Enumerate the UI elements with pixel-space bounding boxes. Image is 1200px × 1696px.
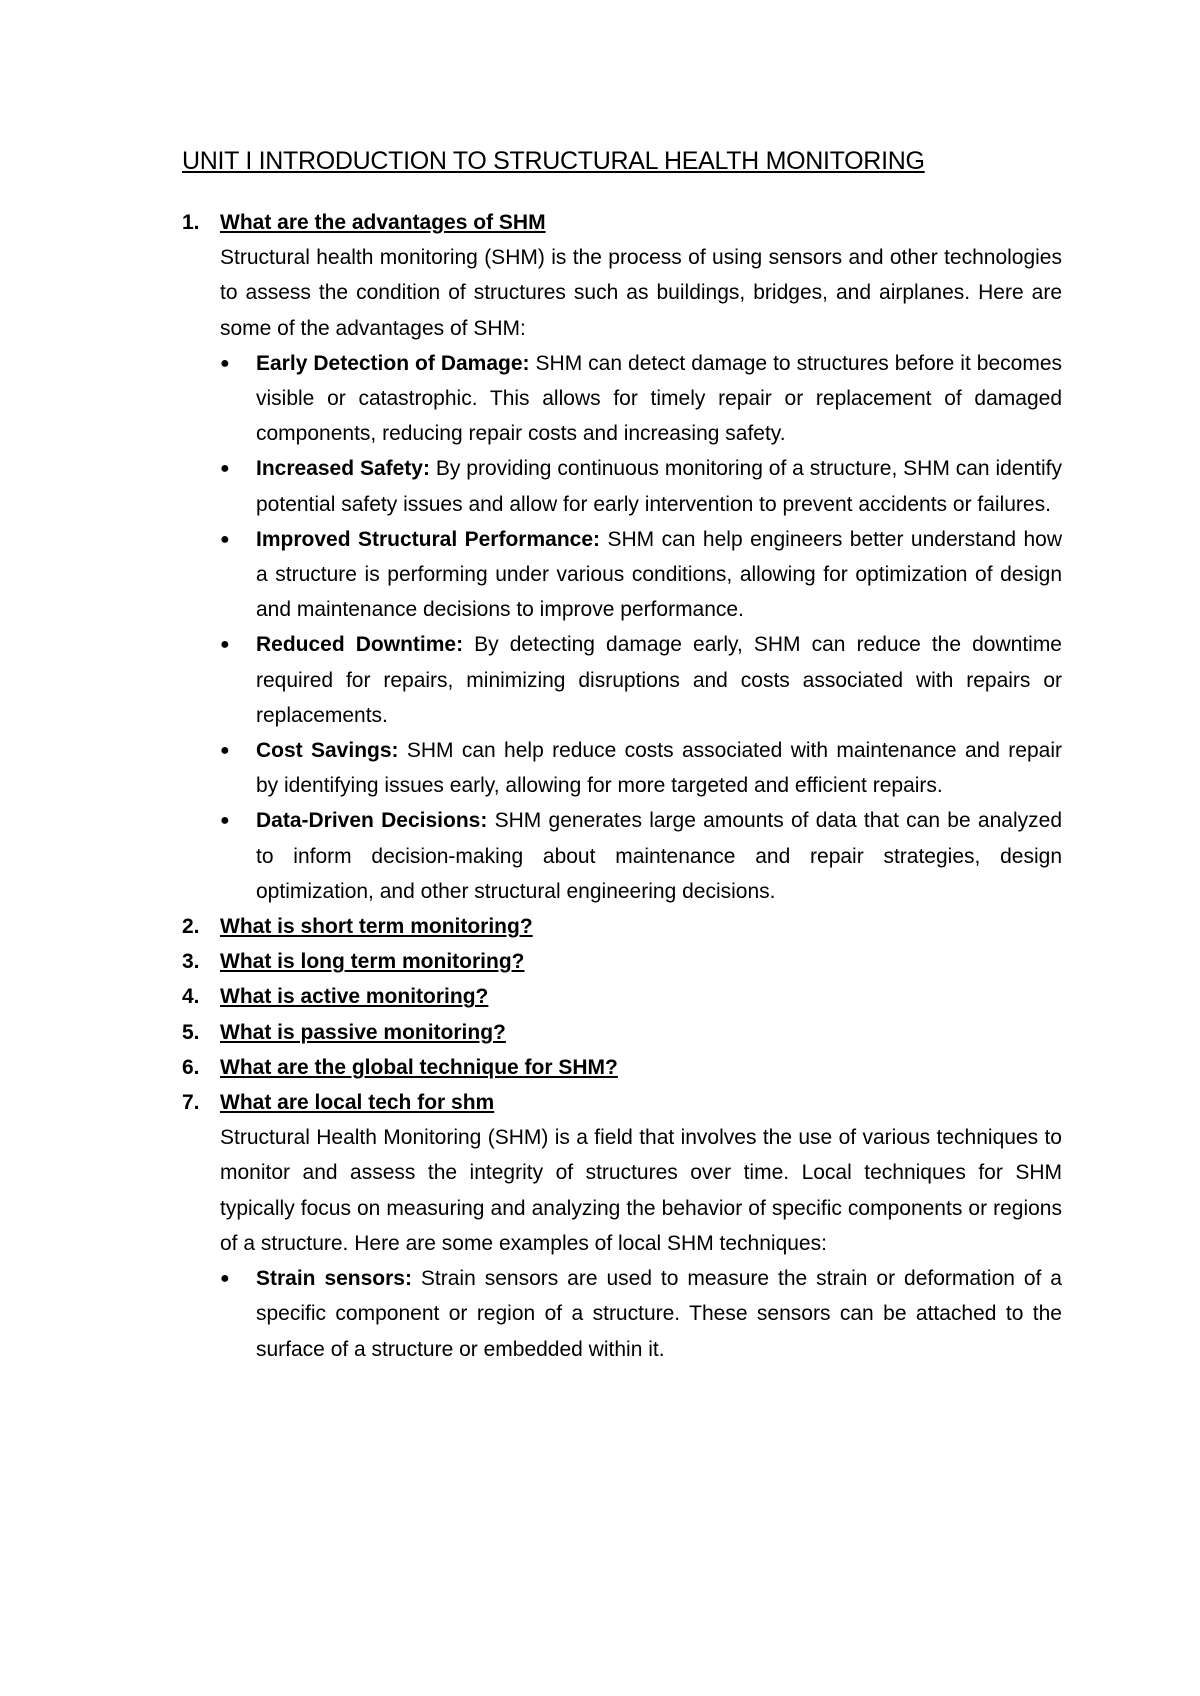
bullet-heading: Strain sensors: (256, 1267, 412, 1291)
question-number: 5. (182, 1020, 200, 1044)
question-heading: What is short term monitoring? (220, 915, 533, 939)
q7-bullet-list (182, 1261, 1062, 1367)
question-3 (182, 944, 1062, 979)
question-number: 3. (182, 950, 200, 974)
question-heading: What is long term monitoring? (220, 950, 525, 974)
question-heading: What is passive monitoring? (220, 1020, 506, 1044)
question-heading: What are local tech for shm (220, 1091, 495, 1115)
bullet-heading: Improved Structural Performance: (256, 527, 601, 551)
question-number: 6. (182, 1055, 200, 1079)
question-7 (182, 1085, 1062, 1120)
bullet-text: By providing continuous monitoring of a structure, SHM can identify potential safety issues and allow for early intervention to prevent accidents or failures. (256, 457, 1063, 516)
question-number: 1. (182, 211, 200, 234)
q1-bullet-list (182, 346, 1062, 909)
bullet-heading: Cost Savings: (256, 739, 399, 763)
question-5 (182, 1015, 1062, 1050)
bullet-icon: ● (220, 530, 230, 548)
q1-intro-paragraph: Structural health monitoring (SHM) is the process of using sensors and other technologies to assess the condition of structures such as buildings, bridges, and airplanes. Here are some of the advantages of SHM: (220, 246, 1062, 340)
question-2 (182, 909, 1062, 944)
question-heading: What are the global technique for SHM? (220, 1055, 618, 1079)
bullet-icon: ● (220, 812, 230, 830)
question-4 (182, 979, 1062, 1014)
question-6 (182, 1050, 1062, 1085)
q7-intro-paragraph: Structural Health Monitoring (SHM) is a field that involves the use of various techniques to monitor and assess the integrity of structures over time. Local techniques for SHM typically focus on measuring and analyzing the behavior of specific components or regions of a structure. Here are some examples of local SHM techniques: (220, 1126, 1062, 1255)
list-item (182, 733, 1062, 803)
bullet-heading: Reduced Downtime: (256, 633, 464, 657)
list-item (182, 451, 1062, 521)
question-1 (182, 205, 1062, 240)
bullet-text: SHM generates large amounts of data that can be analyzed to inform decision-making about maintenance and repair strategies, design optimization, and other structural engineering decisions. (256, 809, 1062, 903)
bullet-heading: Data-Driven Decisions: (256, 809, 488, 833)
bullet-icon: ● (220, 1270, 230, 1288)
question-heading: What are the advantages of SHM (220, 211, 546, 234)
bullet-text: SHM can help engineers better understand how a structure is performing under various conditions, allowing for optimization of design and maintenance decisions to improve performance. (256, 527, 1062, 622)
question-heading: What is active monitoring? (220, 985, 489, 1009)
bullet-text: SHM can detect damage to structures before it becomes visible or catastrophic. This allows for timely repair or replacement of damaged components, reducing repair costs and increasing safety. (256, 351, 1062, 446)
bullet-heading: Increased Safety: (256, 457, 430, 481)
bullet-heading: Early Detection of Damage: (256, 351, 530, 375)
list-item (182, 803, 1062, 909)
question-number: 2. (182, 915, 200, 939)
list-item (182, 522, 1062, 628)
bullet-text: By detecting damage early, SHM can reduce the downtime required for repairs, minimizing disruptions and costs associated with repairs or replacements. (256, 633, 1062, 727)
bullet-icon: ● (220, 636, 230, 654)
list-item (182, 627, 1062, 733)
question-number: 4. (182, 985, 200, 1009)
bullet-icon: ● (220, 742, 230, 760)
list-item (182, 1261, 1062, 1367)
bullet-icon: ● (220, 354, 230, 372)
list-item (182, 346, 1062, 452)
bullet-text: Strain sensors are used to measure the strain or deformation of a specific component or region of a structure. These sensors can be attached to the surface of a structure or embedded within it. (256, 1267, 1062, 1361)
bullet-text: SHM can help reduce costs associated with maintenance and repair by identifying issues early, allowing for more targeted and efficient repairs. (256, 739, 1062, 798)
bullet-icon: ● (220, 460, 230, 478)
question-list (182, 205, 1062, 1367)
page-title: UNIT I INTRODUCTION TO STRUCTURAL HEALTH MONITORING (182, 147, 925, 175)
question-number: 7. (182, 1091, 200, 1115)
